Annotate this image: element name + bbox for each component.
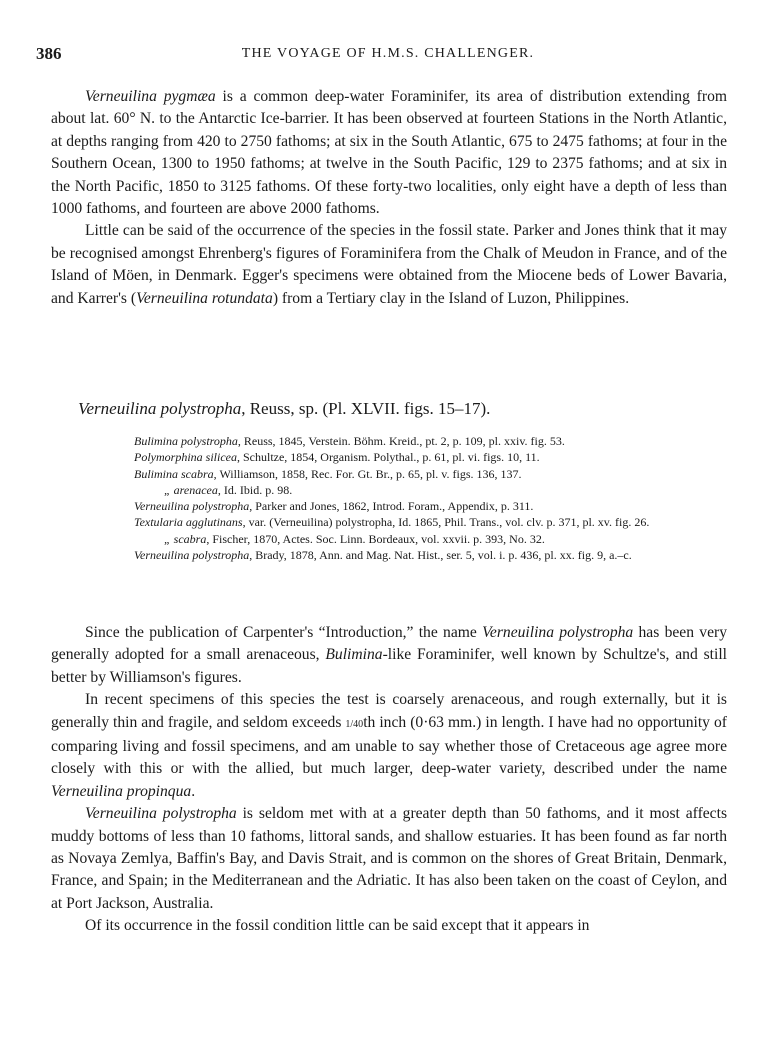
species-name: Verneuilina pygmæa <box>85 88 216 105</box>
fraction: 1/40 <box>345 718 364 730</box>
synonym-reference: , Brady, 1878, Ann. and Mag. Nat. Hist., ser. 5, vol. i. p. 436, pl. xx. fig. 9, a.–c. <box>249 548 632 563</box>
synonym-name: „ arenacea <box>164 482 218 497</box>
running-title: THE VOYAGE OF H.M.S. CHALLENGER. <box>241 46 535 61</box>
page-number: 386 <box>36 44 62 63</box>
synonym-name: „ scabra <box>164 531 207 546</box>
synonymy-entry <box>134 482 728 498</box>
running-head <box>36 44 740 66</box>
paragraph-test-description <box>51 689 727 803</box>
species-name: Verneuilina rotundata <box>136 289 273 307</box>
synonymy-entry <box>134 514 728 530</box>
paragraph-text: ) from a Tertiary clay in the Island of Luzon, Philippines. <box>272 289 630 307</box>
synonymy-entry <box>134 433 728 449</box>
synonym-name: Textularia agglutinans <box>134 515 243 530</box>
synonymy-entry <box>134 449 728 465</box>
synonym-reference: , Williamson, 1858, Rec. For. Gt. Br., p. 65, pl. v. figs. 136, 137. <box>213 466 522 481</box>
paragraph-text: th inch (0·63 mm.) in length. I have had no opportunity of comparing living and fossil specimens, and am unable to say whether those of Cretaceous age agree more closely with this or with the allied, but much larger, deep-water variety, described under the name <box>51 713 727 778</box>
synonym-reference: , Fischer, 1870, Actes. Soc. Linn. Bordeaux, vol. xxvii. p. 393, No. 32. <box>206 531 545 546</box>
synonym-name: Bulimina scabra <box>134 466 214 481</box>
synonymy-entry <box>134 498 728 514</box>
paragraph-text: -like Foraminifer, well known by Schultze's, and still better by Williamson's figures. <box>51 646 728 686</box>
synonymy-entry <box>134 547 728 563</box>
synonymy-entry <box>134 531 728 547</box>
paragraph-text: In recent specimens of this species the test is coarsely arenaceous, and rough externally, but it is generally thin and fragile, and seldom exceeds <box>51 691 727 731</box>
paragraph-text: Of its occurrence in the fossil condition little can be said except that it appears in <box>85 917 590 935</box>
paragraph-fossil-state <box>51 220 727 310</box>
synonym-name: Verneuilina polystropha <box>134 548 250 563</box>
genus-name: Bulimina <box>325 646 383 664</box>
paragraph-text: has been very generally adopted for a small arenaceous, <box>51 624 727 664</box>
paragraph-text: . <box>191 782 196 800</box>
synonymy-entry <box>134 466 728 482</box>
paragraph-fossil-occurrence <box>51 915 727 937</box>
species-name: Verneuilina propinqua <box>51 782 192 800</box>
synonym-name: Bulimina polystropha <box>134 434 238 448</box>
heading-citation: , Reuss, sp. (Pl. XLVII. figs. 15–17). <box>241 399 491 418</box>
paragraph-text: Since the publication of Carpenter's “Introduction,” the name <box>85 624 483 641</box>
paragraph-text: Little can be said of the occurrence of the species in the fossil state. Parker and Jones think that it may be recognised amongst Ehrenberg's figures of Foraminifera from the Chalk of Meudon in France, and of the Island of Möen, in Denmark. Egger's specimens were obtained from the Miocene beds of Lower Bavaria, and Karrer's ( <box>51 222 727 307</box>
paragraph-name-usage <box>51 622 727 689</box>
heading-species-name: Verneuilina polystropha <box>78 399 242 418</box>
synonym-reference: , Parker and Jones, 1862, Introd. Foram., Appendix, p. 311. <box>249 499 534 514</box>
text-block-intro <box>51 86 727 310</box>
synonym-reference: , Reuss, 1845, Verstein. Böhm. Kreid., pt. 2, p. 109, pl. xxiv. fig. 53. <box>237 434 565 448</box>
paragraph-habitat <box>51 803 727 915</box>
paragraph-text: is seldom met with at a greater depth than 50 fathoms, and it most affects muddy bottoms of less than 10 fathoms, littoral sands, and shallow estuaries. It has been found as far north as Novaya Zemlya, Baffin's Bay, and Davis Strait, and is common on the shores of Great Britain, Denmark, France, and Spain; in the Mediterranean and the Adriatic. It has also been taken on the coast of Ceylon, and at Port Jackson, Australia. <box>51 805 728 912</box>
species-name: Verneuilina polystropha <box>85 805 237 823</box>
synonymy-list <box>134 433 728 563</box>
text-block-polystropha <box>51 622 727 938</box>
synonym-reference: , Id. Ibid. p. 98. <box>217 482 293 497</box>
synonym-reference: , var. (Verneuilina) polystropha, Id. 1865, Phil. Trans., vol. clv. p. 371, pl. xv. fig. 26. <box>242 515 650 530</box>
synonym-name: Polymorphina silicea <box>134 450 237 465</box>
species-heading <box>78 399 490 419</box>
synonym-name: Verneuilina polystropha <box>134 499 250 514</box>
species-name: Verneuilina polystropha <box>482 624 634 641</box>
paragraph-text: is a common deep-water Foraminifer, its area of distribution extending from about lat. 60° N. to the Antarctic Ice-barrier. It has been observed at fourteen Stations in the North Atlantic, at depths ranging from 420 to 2750 fathoms; at six in the South Atlantic, 675 to 2475 fathoms; at four in the Southern Ocean, 1300 to 1950 fathoms; at twelve in the South Pacific, 129 to 2375 fathoms; and at six in the North Pacific, 1850 to 3125 fathoms. Of these forty-two localities, only eight have a depth of less than 1000 fathoms, and fourteen are above 2000 fathoms. <box>51 88 727 218</box>
paragraph-distribution <box>51 86 727 220</box>
synonym-reference: , Schultze, 1854, Organism. Polythal., p. 61, pl. vi. figs. 10, 11. <box>236 450 540 465</box>
